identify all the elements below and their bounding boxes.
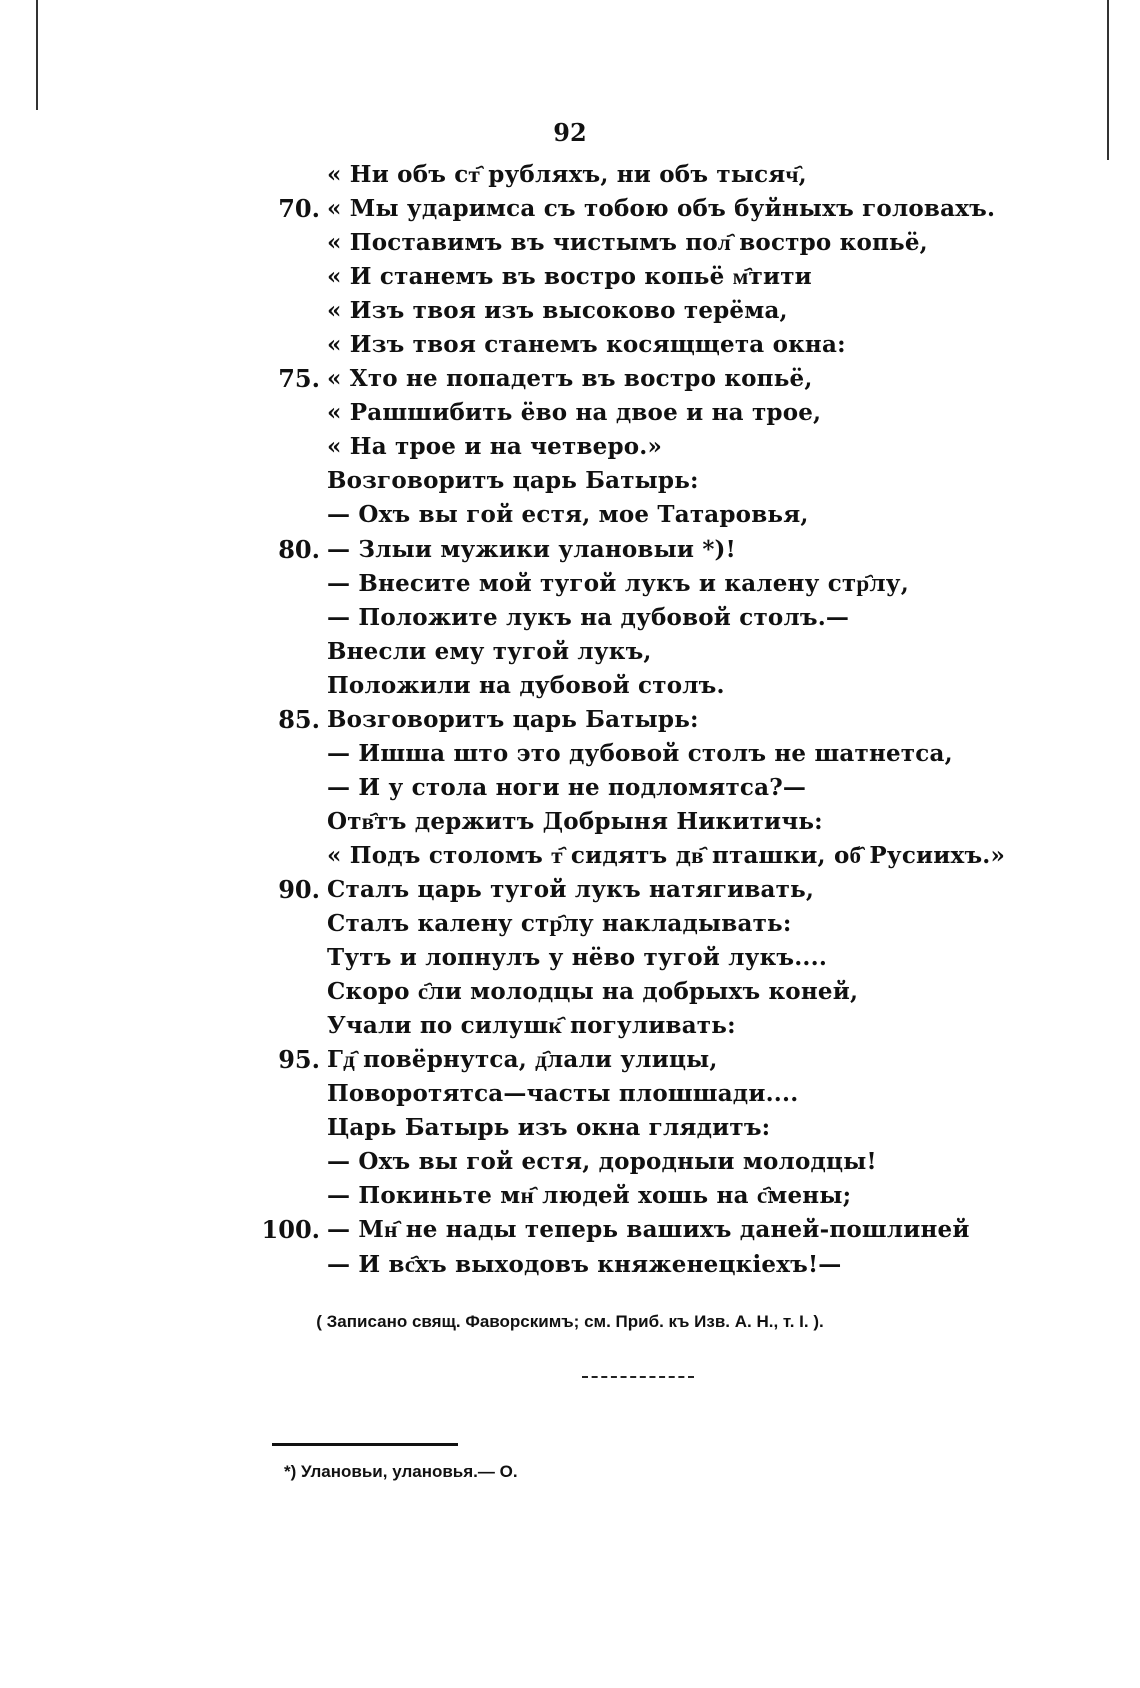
line-number: 80. (278, 534, 320, 564)
line-text: — Злыи мужики улановыи *)! (327, 535, 736, 563)
line-text: — И у стола ноги не подломятса?— (327, 773, 807, 801)
line-number: 70. (278, 194, 320, 224)
poem-line (240, 1213, 1040, 1247)
line-text: — Ишша што это дубовой столъ не шатнетса, (327, 739, 953, 767)
line-text: Царь Батырь изъ окна глядитъ: (327, 1114, 771, 1142)
poem-line (240, 669, 1040, 703)
line-text: Сталъ царь тугой лукъ натягивать, (327, 875, 815, 903)
line-text: Возговоритъ царь Батырь: (327, 467, 699, 495)
line-number: 85. (278, 704, 320, 734)
line-number: 100. (261, 1215, 320, 1245)
line-text: « На трое и на четверо.» (327, 433, 663, 461)
line-text: Внесли ему тугой лукъ, (327, 637, 652, 665)
poem-line (240, 533, 1040, 567)
poem-line (240, 737, 1040, 771)
poem-line (240, 805, 1040, 839)
poem-line (240, 260, 1040, 294)
line-text: « Подъ столомъ т҄ сидятъ дв҄ пташки, об҄ Русиихъ.» (327, 841, 1006, 869)
poem-line (240, 941, 1040, 975)
poem-line (240, 328, 1040, 362)
page-number: 92 (553, 118, 587, 147)
line-text: Скоро с҄ли молодцы на добрыхъ коней, (327, 978, 859, 1006)
section-ornament (582, 1376, 694, 1381)
poem-line (240, 1179, 1040, 1213)
line-text: Гд҄ повёрнутса, д҄лали улицы, (327, 1046, 718, 1074)
line-number: 95. (278, 1045, 320, 1075)
line-text: « Поставимъ въ чистымъ пол҄ востро копьё, (327, 229, 928, 257)
line-text: « Изъ твоя изъ высоково терёма, (327, 297, 788, 325)
line-number: 90. (278, 874, 320, 904)
poem-line (240, 635, 1040, 669)
poem-line (240, 226, 1040, 260)
poem-line (240, 1248, 1040, 1282)
line-text: — Положите лукъ на дубовой столъ.— (327, 603, 850, 631)
line-text: Учали по силушк҄ погуливать: (327, 1012, 736, 1040)
poem-line (240, 839, 1040, 873)
poem-line (240, 1145, 1040, 1179)
footnote: *) Улановьи, улановья.— О. (284, 1462, 518, 1481)
poem-line (240, 1009, 1040, 1043)
line-text: « И станемъ въ востро копьё м҄тити (327, 263, 812, 291)
line-text: « Ни объ ст҄ рубляхъ, ни объ тысяч҄, (327, 161, 807, 188)
poem-line (240, 498, 1040, 532)
poem-line (240, 294, 1040, 328)
poem-line (240, 601, 1040, 635)
poem-line (240, 430, 1040, 464)
line-text: Поворотятса—часты плошшади.... (327, 1080, 799, 1108)
poem-line (240, 464, 1040, 498)
footnote-rule (272, 1443, 458, 1446)
line-text: « Изъ твоя станемъ косящщета окна: (327, 331, 846, 359)
page-edge-left (36, 0, 38, 110)
line-text: Сталъ калену стр҄лу накладывать: (327, 910, 792, 938)
poem-body (240, 158, 1040, 1282)
poem-line (240, 1077, 1040, 1111)
line-text: Отв҄тъ держитъ Добрыня Никитичь: (327, 807, 823, 835)
poem-line (240, 1043, 1040, 1077)
line-text: — Мн҄ не нады теперь вашихъ даней-пошлиней (327, 1216, 970, 1244)
line-text: — И вс҄хъ выходовъ княженецкiехъ!— (327, 1250, 842, 1278)
line-text: Возговоритъ царь Батырь: (327, 705, 699, 733)
line-text: — Охъ вы гой естя, дородныи молодцы! (327, 1148, 877, 1176)
line-text: — Внесите мой тугой лукъ и калену стр҄лу, (327, 569, 909, 597)
poem-line (240, 873, 1040, 907)
line-text: Положили на дубовой столъ. (327, 671, 725, 699)
poem-line (240, 567, 1040, 601)
line-number: 75. (278, 364, 320, 394)
line-text: — Охъ вы гой естя, мое Татаровья, (327, 501, 809, 529)
poem-line (240, 396, 1040, 430)
line-text: « Рашшибить ёво на двое и на трое, (327, 399, 822, 427)
poem-line (240, 1111, 1040, 1145)
poem-line (240, 907, 1040, 941)
poem-line (240, 158, 1040, 192)
line-text: Тутъ и лопнулъ у нёво тугой лукъ.... (327, 944, 828, 972)
source-note: ( Записано свящ. Фаворскимъ; см. Приб. къ Изв. А. Н., т. I. ). (316, 1312, 824, 1331)
line-text: « Мы ударимса съ тобою объ буйныхъ головахъ. (327, 195, 996, 223)
line-text: « Хто не попадетъ въ востро копьё, (327, 365, 813, 393)
poem-line (240, 975, 1040, 1009)
poem-line (240, 703, 1040, 737)
line-text: — Покиньте мн҄ людей хошь на с҄мены; (327, 1182, 852, 1210)
poem-line (240, 362, 1040, 396)
poem-line (240, 771, 1040, 805)
poem-line (240, 192, 1040, 226)
